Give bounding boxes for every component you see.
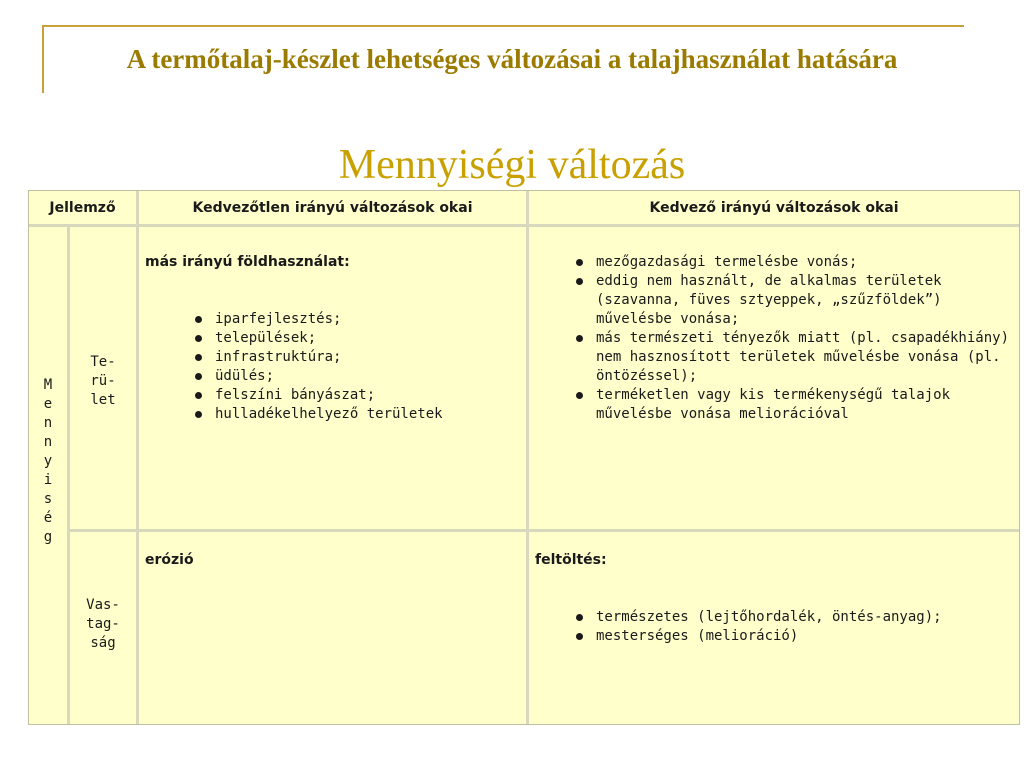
list-item: terméketlen vagy kis termékenységű talajok művelésbe vonása meliorációval bbox=[570, 386, 1010, 424]
unfavorable-heading: erózió bbox=[145, 552, 194, 568]
list-item: hulladékelhelyező területek bbox=[189, 405, 515, 424]
slide-subtitle: Mennyiségi változás bbox=[338, 142, 686, 188]
row-label-vastagsag: Vas- tag- ság bbox=[86, 597, 120, 651]
row-terulet-favorable bbox=[570, 253, 1010, 424]
group-label bbox=[37, 376, 59, 547]
group-label-letter: y bbox=[43, 453, 53, 469]
row-vastagsag-favorable bbox=[535, 551, 1010, 646]
characteristics-table bbox=[28, 190, 1020, 725]
list-item: üdülés; bbox=[189, 367, 515, 386]
group-label-letter: M bbox=[43, 377, 53, 393]
row-terulet-unfavorable bbox=[145, 253, 515, 424]
favorable-list bbox=[570, 608, 1010, 646]
header-jellemzo: Jellemző bbox=[49, 200, 116, 216]
header-kedvezo: Kedvező irányú változások okai bbox=[649, 200, 899, 216]
list-item: mezőgazdasági termelésbe vonás; bbox=[570, 253, 1010, 272]
list-item: iparfejlesztés; bbox=[189, 310, 515, 329]
row-vastagsag-unfavorable bbox=[145, 551, 515, 570]
group-label-cell bbox=[37, 376, 59, 547]
slide-title: A termőtalaj-készlet lehetséges változásai a talajhasználat hatására bbox=[126, 44, 898, 74]
favorable-list bbox=[570, 253, 1010, 424]
list-item: eddig nem használt, de alkalmas területek (szavanna, füves sztyeppek, „szűzföldek”) művelésbe vonása; bbox=[570, 272, 1010, 329]
list-item: települések; bbox=[189, 329, 515, 348]
list-item: természetes (lejtőhordalék, öntés-anyag); bbox=[570, 608, 1010, 627]
list-item: mesterséges (melioráció) bbox=[570, 627, 1010, 646]
col-divider-middle bbox=[526, 191, 529, 724]
group-label-letter: é bbox=[43, 510, 53, 526]
header-divider bbox=[29, 224, 1019, 227]
favorable-heading: feltöltés: bbox=[535, 552, 607, 568]
group-label-letter: s bbox=[43, 491, 53, 507]
header-kedvezotlen: Kedvezőtlen irányú változások okai bbox=[192, 200, 473, 216]
group-label-letter: g bbox=[43, 529, 53, 545]
row-label-terulet: Te- rü- let bbox=[90, 354, 116, 408]
row-divider bbox=[67, 529, 1019, 532]
unfavorable-list bbox=[189, 310, 515, 424]
list-item: felszíni bányászat; bbox=[189, 386, 515, 405]
group-label-letter: n bbox=[43, 415, 53, 431]
frame-rule-top bbox=[42, 25, 964, 27]
list-item: infrastruktúra; bbox=[189, 348, 515, 367]
group-label-letter: i bbox=[43, 472, 53, 488]
unfavorable-heading: más irányú földhasználat: bbox=[145, 254, 350, 270]
list-item: más természeti tényezők miatt (pl. csapadékhiány) nem hasznosított területek művelésbe vonása (pl. öntözéssel); bbox=[570, 329, 1010, 386]
group-label-letter: n bbox=[43, 434, 53, 450]
group-label-letter: e bbox=[43, 396, 53, 412]
col-divider-jellemzo bbox=[136, 191, 139, 724]
